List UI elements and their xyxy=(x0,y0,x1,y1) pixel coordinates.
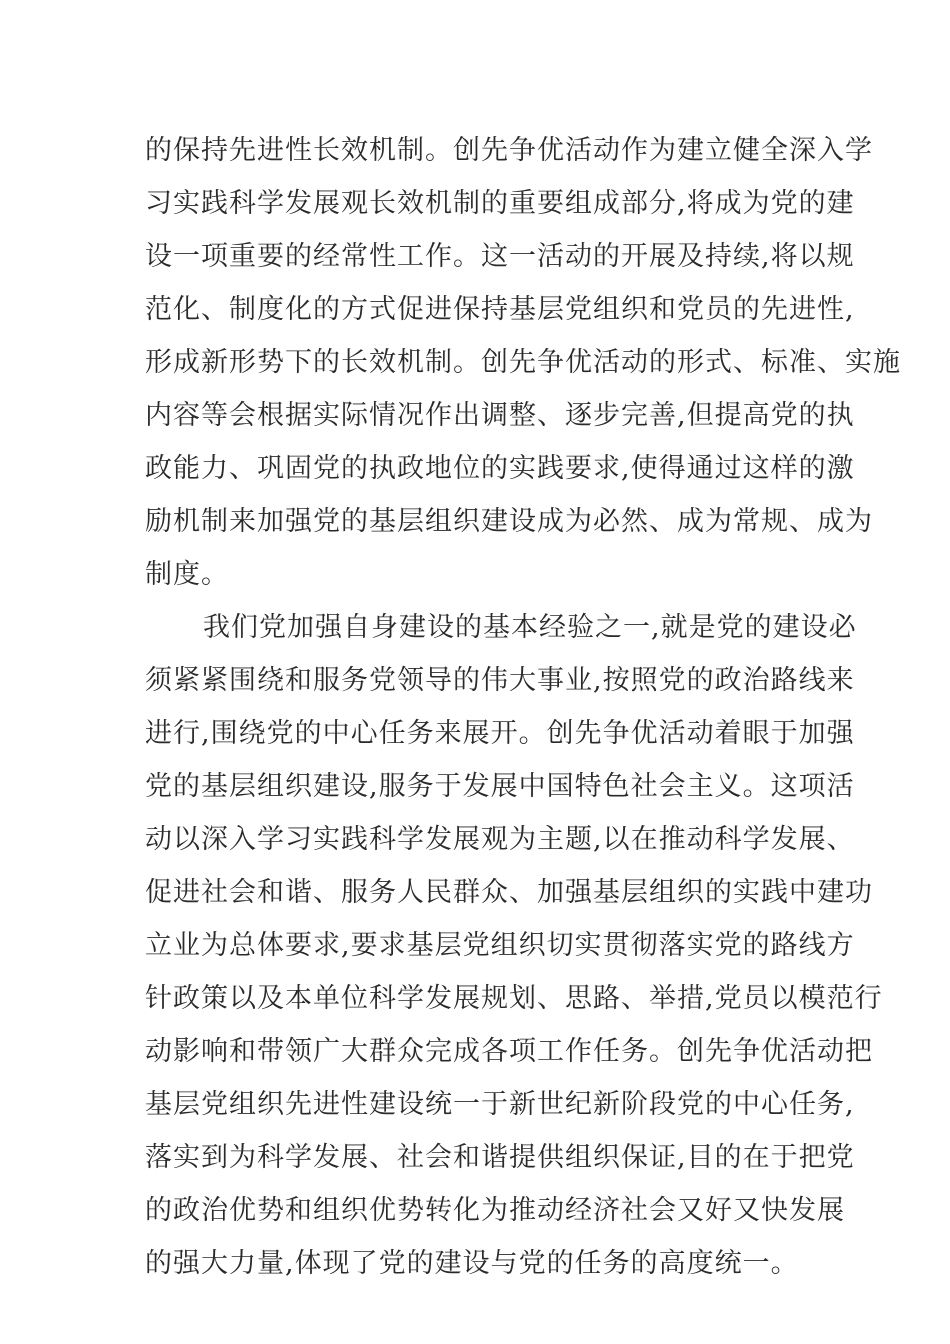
text-line: 须紧紧围绕和服务党领导的伟大事业,按照党的政治路线来 xyxy=(145,665,855,696)
text-line-indented: 我们党加强自身建设的基本经验之一,就是党的建设必 xyxy=(203,612,857,643)
text-line: 范化、制度化的方式促进保持基层党组织和党员的先进性, xyxy=(145,294,855,325)
text-line: 促进社会和谐、服务人民群众、加强基层组织的实践中建功 xyxy=(145,877,873,908)
text-line: 立业为总体要求,要求基层党组织切实贯彻落实党的路线方 xyxy=(145,930,855,961)
paragraph-2 xyxy=(145,601,883,1290)
text-line: 政能力、巩固党的执政地位的实践要求,使得通过这样的激 xyxy=(145,453,855,484)
text-line: 落实到为科学发展、社会和谐提供组织保证,目的在于把党 xyxy=(145,1142,855,1173)
text-line: 进行,围绕党的中心任务来展开。创先争优活动着眼于加强 xyxy=(145,718,855,749)
text-line: 党的基层组织建设,服务于发展中国特色社会主义。这项活 xyxy=(145,771,855,802)
text-line: 的政治优势和组织优势转化为推动经济社会又好又快发展 xyxy=(145,1195,845,1226)
text-line: 动以深入学习实践科学发展观为主题,以在推动科学发展、 xyxy=(145,824,855,855)
paragraph-1 xyxy=(145,124,901,601)
text-line: 励机制来加强党的基层组织建设成为必然、成为常规、成为 xyxy=(145,506,873,537)
text-line: 形成新形势下的长效机制。创先争优活动的形式、标准、实施 xyxy=(145,347,901,378)
text-line: 内容等会根据实际情况作出调整、逐步完善,但提高党的执 xyxy=(145,400,855,431)
body-text xyxy=(145,124,901,1290)
text-line: 的强大力量,体现了党的建设与党的任务的高度统一。 xyxy=(145,1248,799,1279)
text-line: 针政策以及本单位科学发展规划、思路、举措,党员以模范行 xyxy=(145,983,883,1014)
text-line: 动影响和带领广大群众完成各项工作任务。创先争优活动把 xyxy=(145,1036,873,1067)
text-line: 设一项重要的经常性工作。这一活动的开展及持续,将以规 xyxy=(145,241,855,272)
text-line: 的保持先进性长效机制。创先争优活动作为建立健全深入学 xyxy=(145,135,873,166)
text-line: 基层党组织先进性建设统一于新世纪新阶段党的中心任务, xyxy=(145,1089,855,1120)
text-line: 制度。 xyxy=(145,559,229,590)
text-line: 习实践科学发展观长效机制的重要组成部分,将成为党的建 xyxy=(145,188,855,219)
